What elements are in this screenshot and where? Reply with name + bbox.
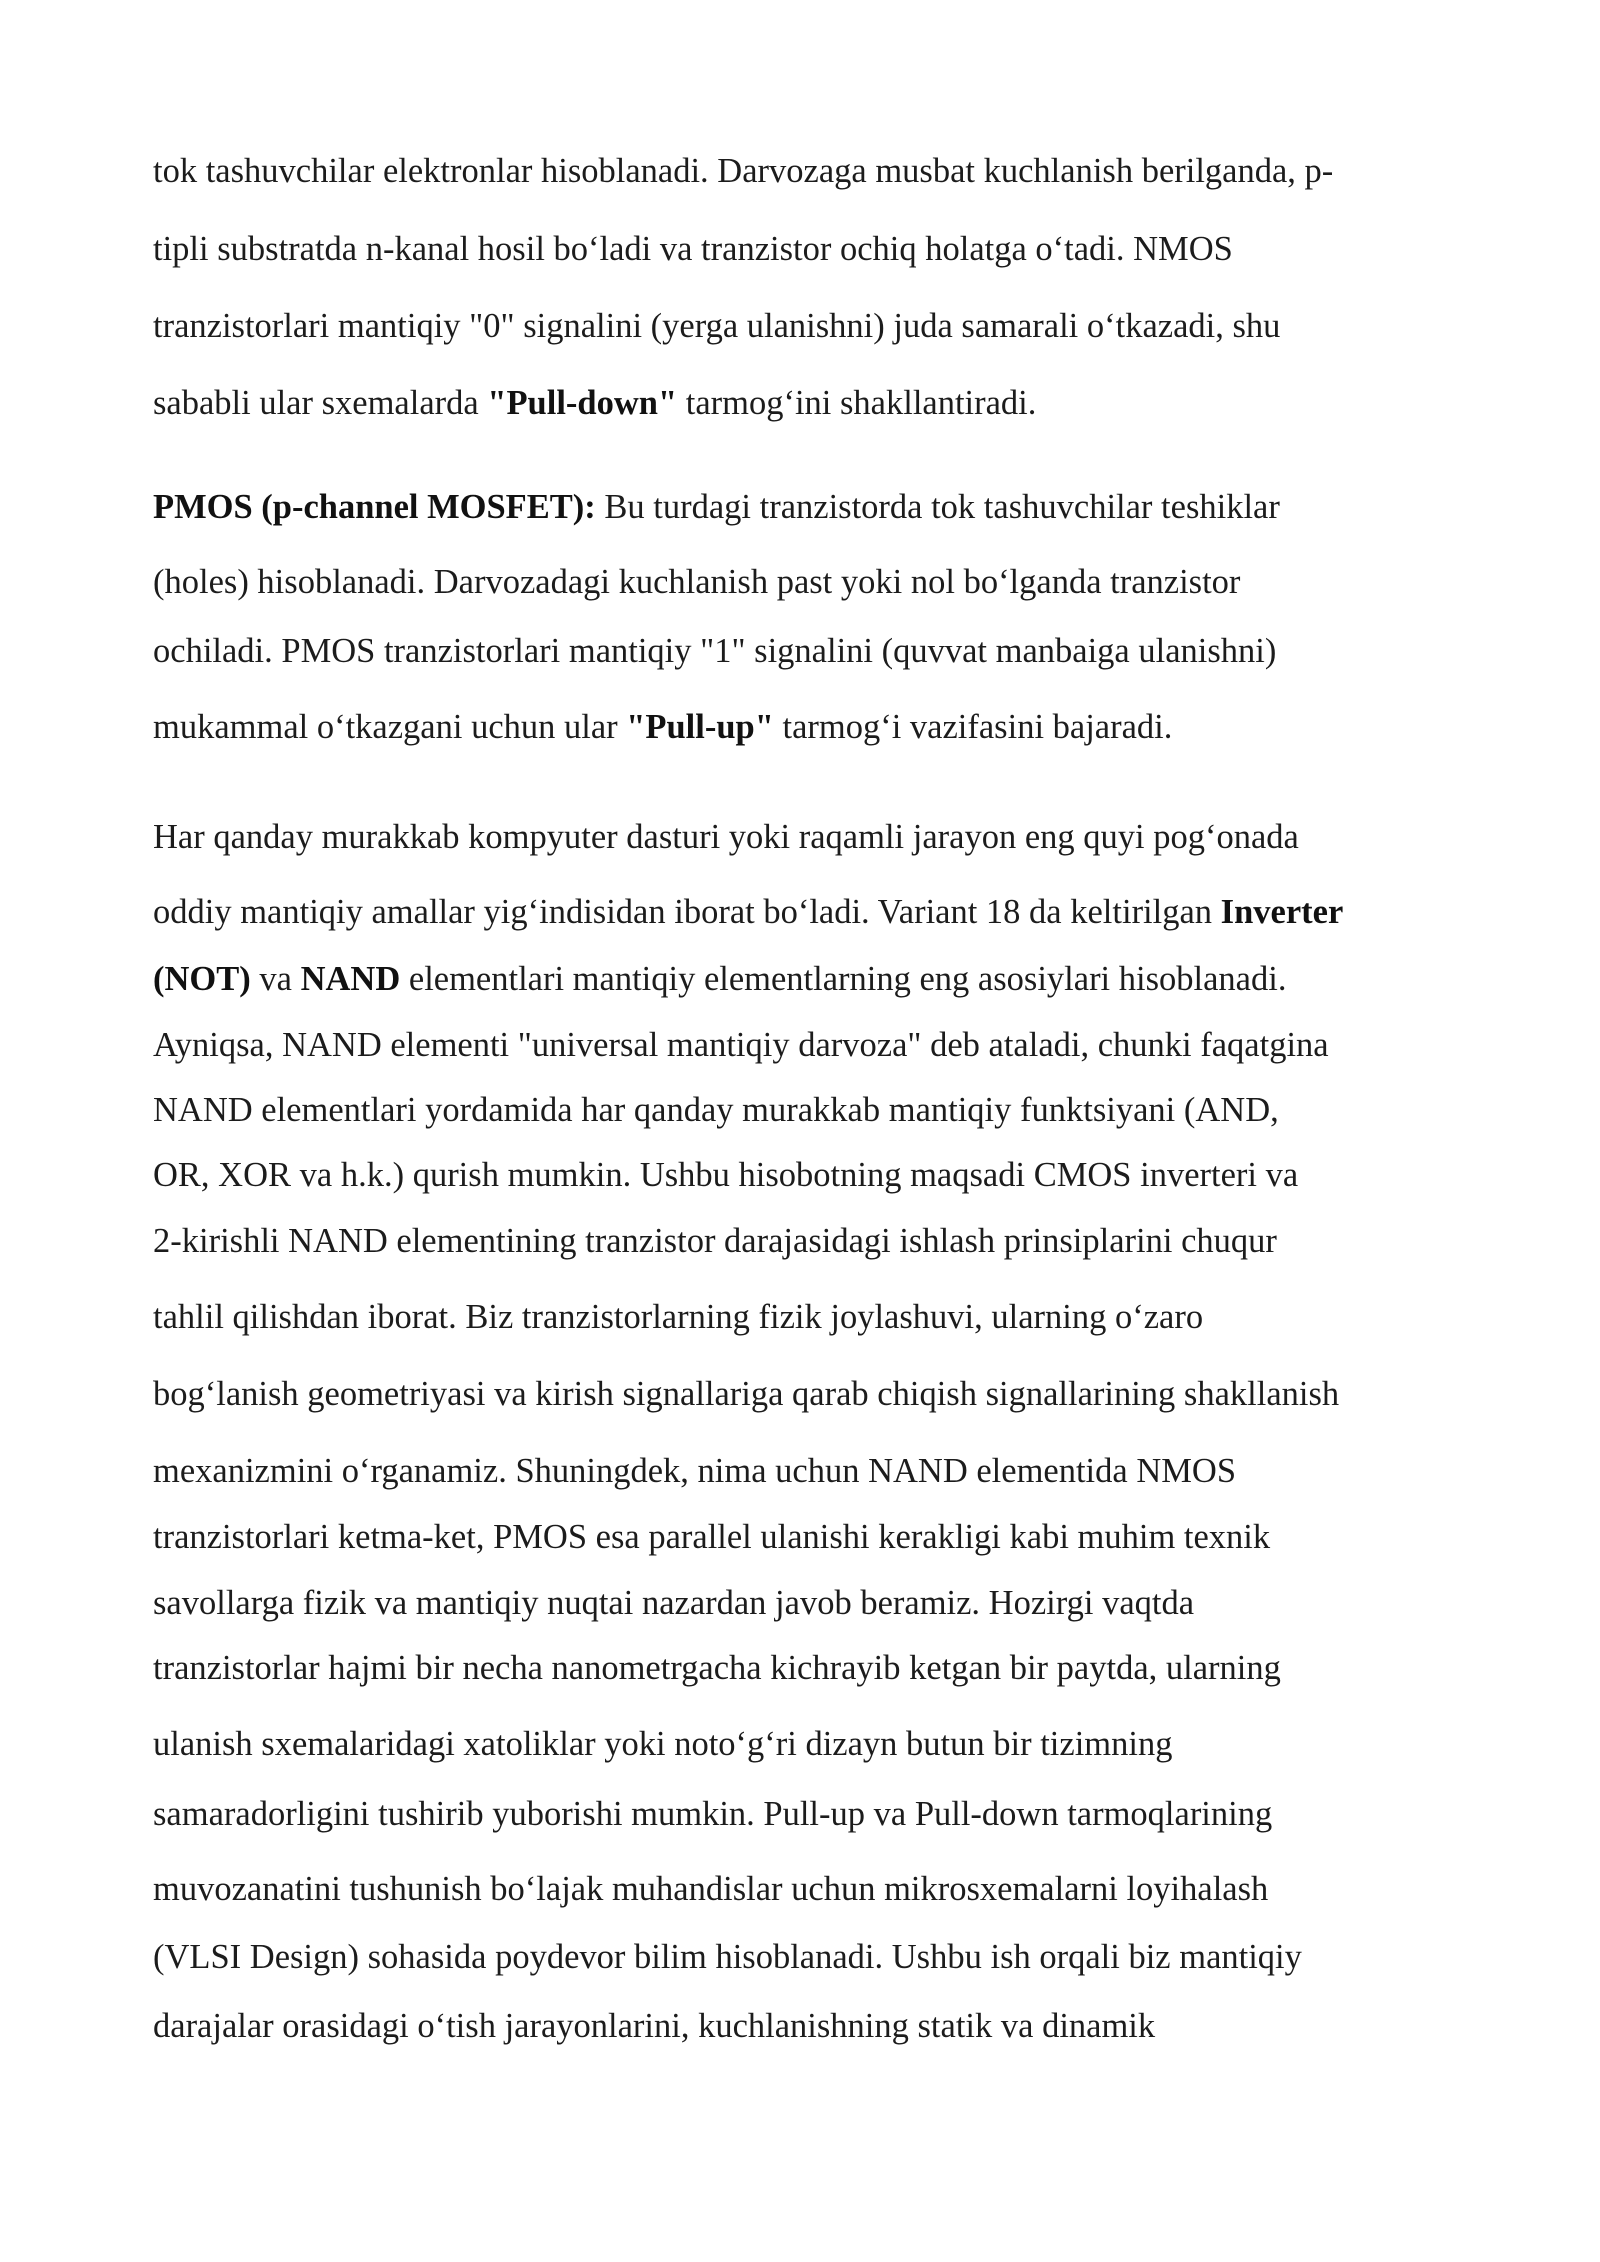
text-line: tok tashuvchilar elektronlar hisoblanadi. Darvozaga musbat kuchlanish berilganda, p-: [153, 152, 1334, 190]
text-line: [153, 490, 1280, 525]
text-line: tipli substratda n-kanal hosil boʻladi va tranzistor ochiq holatga oʻtadi. NMOS: [153, 230, 1233, 268]
nand-term: NAND: [300, 960, 401, 998]
text-line: ulanish sxemalaridagi xatoliklar yoki notoʻgʻri dizayn butun bir tizimning: [153, 1725, 1173, 1763]
pull-up-term: "Pull-up": [626, 708, 774, 746]
text-run: elementlari mantiqiy elementlarning eng asosiylari hisoblanadi.: [400, 960, 1287, 998]
text-line: samaradorligini tushirib yuborishi mumkin. Pull-up va Pull-down tarmoqlarining: [153, 1795, 1273, 1833]
text-line: Har qanday murakkab kompyuter dasturi yoki raqamli jarayon eng quyi pogʻonada: [153, 818, 1299, 856]
inverter-term: Inverter: [1220, 893, 1344, 931]
text-line: (holes) hisoblanadi. Darvozadagi kuchlanish past yoki nol boʻlganda tranzistor: [153, 563, 1241, 601]
text-run: sababli ular sxemalarda: [153, 384, 488, 422]
text-line: darajalar orasidagi oʻtish jarayonlarini, kuchlanishning statik va dinamik: [153, 2007, 1156, 2045]
not-term: (NOT): [153, 960, 251, 998]
text-line: [153, 962, 1286, 997]
text-line: NAND elementlari yordamida har qanday murakkab mantiqiy funktsiyani (AND,: [153, 1091, 1279, 1129]
text-line: Ayniqsa, NAND elementi "universal mantiqiy darvoza" deb ataladi, chunki faqatgina: [153, 1026, 1329, 1064]
text-line: (VLSI Design) sohasida poydevor bilim hisoblanadi. Ushbu ish orqali biz mantiqiy: [153, 1938, 1302, 1976]
text-run: oddiy mantiqiy amallar yigʻindisidan iborat boʻladi. Variant 18 da keltirilgan: [153, 893, 1221, 931]
text-run: tarmogʻini shakllantiradi.: [677, 384, 1037, 422]
pull-down-term: "Pull-down": [487, 384, 678, 422]
text-line: 2-kirishli NAND elementining tranzistor darajasidagi ishlash prinsiplarini chuqur: [153, 1222, 1277, 1260]
text-line: savollarga fizik va mantiqiy nuqtai nazardan javob beramiz. Hozirgi vaqtda: [153, 1584, 1195, 1622]
text-line: OR, XOR va h.k.) qurish mumkin. Ushbu hisobotning maqsadi CMOS inverteri va: [153, 1156, 1299, 1194]
text-run: mukammal oʻtkazgani uchun ular: [153, 708, 627, 746]
text-line: [153, 710, 1172, 745]
text-run: va: [250, 960, 301, 998]
text-line: tahlil qilishdan iborat. Biz tranzistorlarning fizik joylashuvi, ularning oʻzaro: [153, 1298, 1204, 1336]
text-run: tarmogʻi vazifasini bajaradi.: [773, 708, 1173, 746]
text-line: mexanizmini oʻrganamiz. Shuningdek, nima uchun NAND elementida NMOS: [153, 1452, 1237, 1490]
text-line: [153, 386, 1036, 421]
text-line: ochiladi. PMOS tranzistorlari mantiqiy "1" signalini (quvvat manbaiga ulanishni): [153, 632, 1277, 670]
text-line: bogʻlanish geometriyasi va kirish signallariga qarab chiqish signallarining shakllanish: [153, 1375, 1340, 1413]
text-line: tranzistorlari ketma-ket, PMOS esa parallel ulanishi kerakligi kabi muhim texnik: [153, 1518, 1271, 1556]
text-line: tranzistorlari mantiqiy "0" signalini (yerga ulanishni) juda samarali oʻtkazadi, shu: [153, 307, 1281, 345]
pmos-heading: PMOS (p-channel MOSFET):: [153, 488, 596, 526]
text-run: Bu turdagi tranzistorda tok tashuvchilar teshiklar: [595, 488, 1280, 526]
text-line: muvozanatini tushunish boʻlajak muhandislar uchun mikrosxemalarni loyihalash: [153, 1870, 1269, 1908]
text-line: [153, 895, 1343, 930]
text-line: tranzistorlar hajmi bir necha nanometrgacha kichrayib ketgan bir paytda, ularning: [153, 1649, 1281, 1687]
